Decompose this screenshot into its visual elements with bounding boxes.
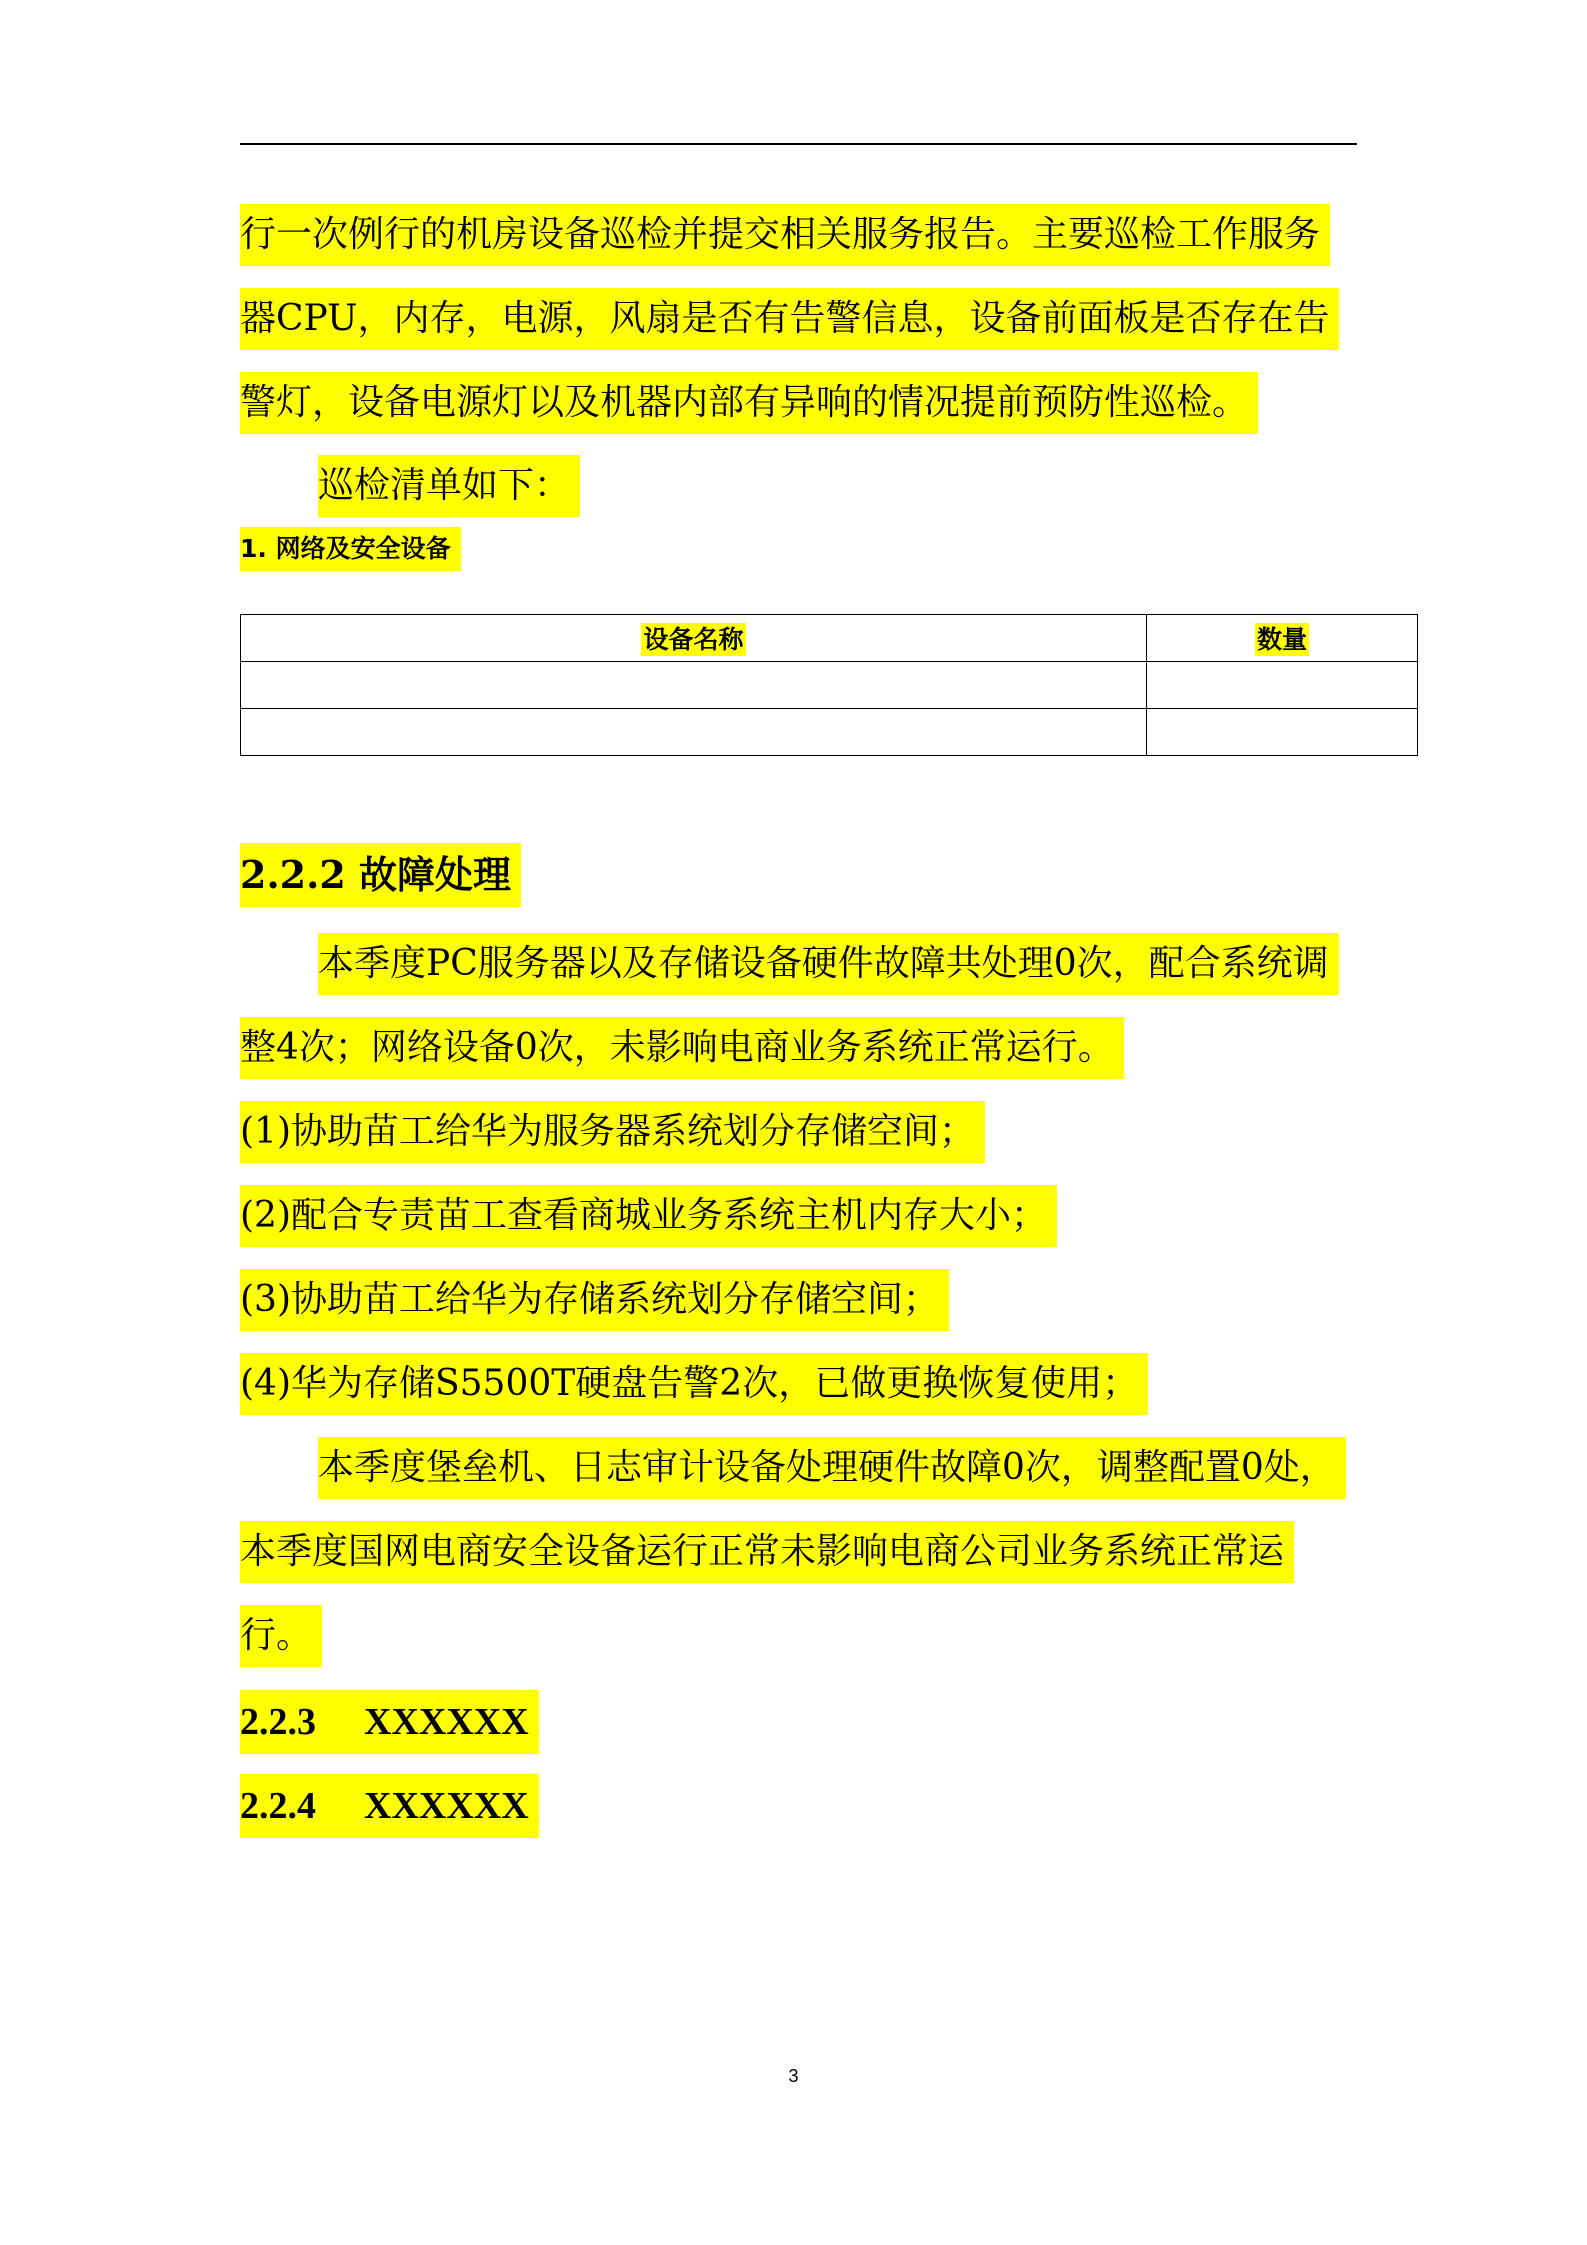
heading-2-2-4: 2.2.4 XXXXXX <box>240 1774 539 1838</box>
heading-fault-handling: 2.2.2 故障处理 <box>240 843 521 907</box>
table-cell <box>241 662 1147 709</box>
list-item: (1)协助苗工给华为服务器系统划分存储空间； <box>240 1101 985 1163</box>
device-table <box>240 614 1418 756</box>
table-row <box>241 662 1418 709</box>
paragraph-line: 本季度PC服务器以及存储设备硬件故障共处理0次，配合系统调 <box>318 933 1339 995</box>
page-number: 3 <box>788 2066 799 2086</box>
paragraph-line: 本季度堡垒机、日志审计设备处理硬件故障0次，调整配置0处， <box>318 1437 1346 1499</box>
table-header-row <box>241 615 1418 662</box>
checklist-intro: 巡检清单如下： <box>318 455 580 517</box>
table-header-quantity: 数量 <box>1147 615 1418 662</box>
table-cell <box>241 709 1147 756</box>
paragraph-line: 本季度国网电商安全设备运行正常未影响电商公司业务系统正常运 <box>240 1521 1294 1583</box>
table-row <box>241 709 1418 756</box>
paragraph-line: 器CPU，内存，电源，风扇是否有告警信息，设备前面板是否存在告 <box>240 288 1339 350</box>
table-header-device-name: 设备名称 <box>241 615 1147 662</box>
table-cell <box>1147 709 1418 756</box>
list-item: (4)华为存储S5500T硬盘告警2次，已做更换恢复使用； <box>240 1353 1148 1415</box>
header-rule <box>240 143 1357 145</box>
heading-2-2-3: 2.2.3 XXXXXX <box>240 1690 539 1754</box>
paragraph-line: 行一次例行的机房设备巡检并提交相关服务报告。主要巡检工作服务 <box>240 204 1330 266</box>
paragraph-line: 整4次；网络设备0次，未影响电商业务系统正常运行。 <box>240 1017 1124 1079</box>
table-cell <box>1147 662 1418 709</box>
paragraph-line: 警灯，设备电源灯以及机器内部有异响的情况提前预防性巡检。 <box>240 372 1258 434</box>
list-item: (3)协助苗工给华为存储系统划分存储空间； <box>240 1269 949 1331</box>
list-item: (2)配合专责苗工查看商城业务系统主机内存大小； <box>240 1185 1057 1247</box>
section-heading-network: 1. 网络及安全设备 <box>240 527 461 571</box>
paragraph-line: 行。 <box>240 1605 322 1667</box>
